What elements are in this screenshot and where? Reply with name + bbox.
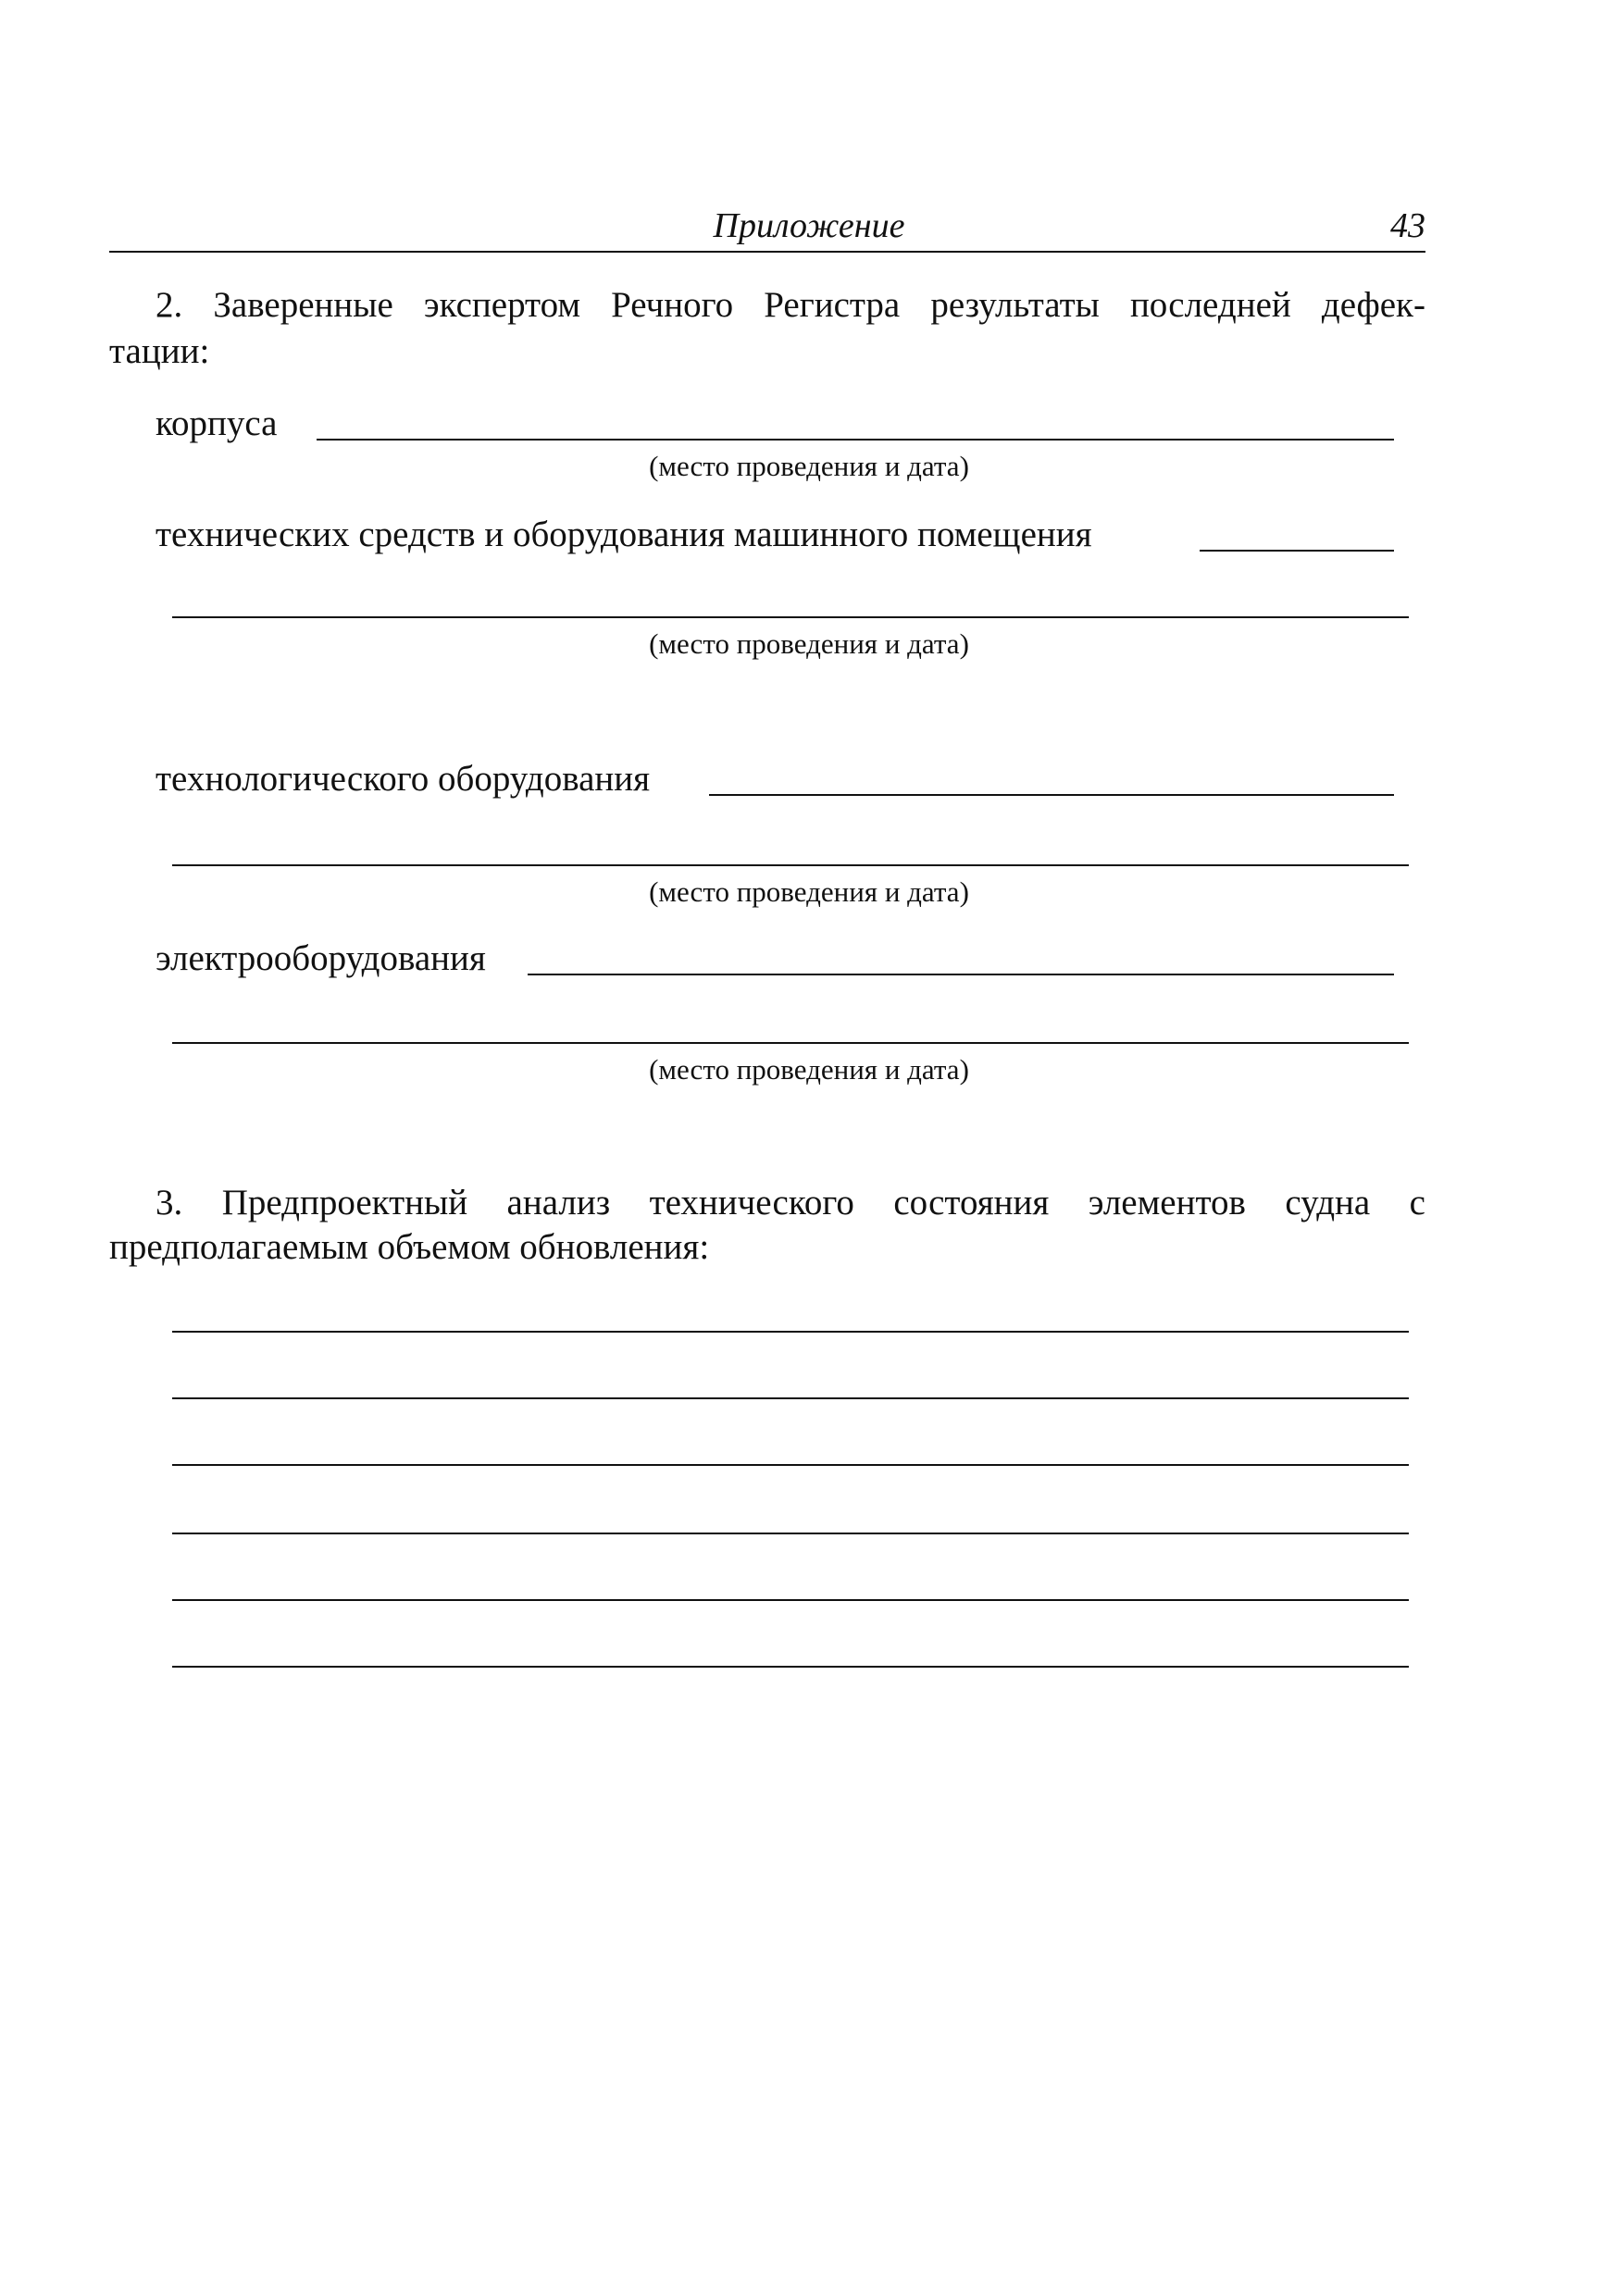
electrical-equipment-fill-line-2[interactable] xyxy=(172,1042,1409,1044)
process-equipment-fill-line-2[interactable] xyxy=(172,864,1409,866)
analysis-fill-line-4[interactable] xyxy=(172,1533,1409,1534)
machinery-fill-line-1[interactable] xyxy=(1200,550,1394,552)
hull-label: корпуса xyxy=(156,403,278,443)
hull-caption: (место проведения и дата) xyxy=(649,450,969,482)
machinery-fill-line-2[interactable] xyxy=(172,616,1409,618)
section-2-heading-line-1: 2. Заверенные экспертом Речного Регистра результаты последней дефек- xyxy=(156,285,1425,325)
analysis-fill-line-3[interactable] xyxy=(172,1464,1409,1466)
analysis-fill-line-5[interactable] xyxy=(172,1599,1409,1601)
analysis-fill-line-2[interactable] xyxy=(172,1397,1409,1399)
electrical-equipment-label: электрооборудования xyxy=(156,938,486,978)
process-equipment-label: технологического оборудования xyxy=(156,759,651,799)
running-header-title: Приложение xyxy=(713,206,905,245)
header-rule xyxy=(109,251,1425,253)
electrical-equipment-fill-line-1[interactable] xyxy=(528,974,1394,975)
page-number: 43 xyxy=(1390,206,1425,245)
hull-fill-line[interactable] xyxy=(317,439,1394,441)
machinery-caption: (место проведения и дата) xyxy=(649,627,969,660)
electrical-equipment-caption: (место проведения и дата) xyxy=(649,1053,969,1086)
section-3-heading-line-1: 3. Предпроектный анализ технического состояния элементов судна с xyxy=(156,1183,1425,1222)
process-equipment-caption: (место проведения и дата) xyxy=(649,875,969,908)
process-equipment-fill-line-1[interactable] xyxy=(709,794,1394,796)
machinery-label: технических средств и оборудования машинного помещения xyxy=(156,515,1092,554)
section-2-heading-line-2: тации: xyxy=(109,331,210,371)
analysis-fill-line-6[interactable] xyxy=(172,1666,1409,1668)
analysis-fill-line-1[interactable] xyxy=(172,1331,1409,1333)
section-3-heading-line-2: предполагаемым объемом обновления: xyxy=(109,1227,710,1267)
